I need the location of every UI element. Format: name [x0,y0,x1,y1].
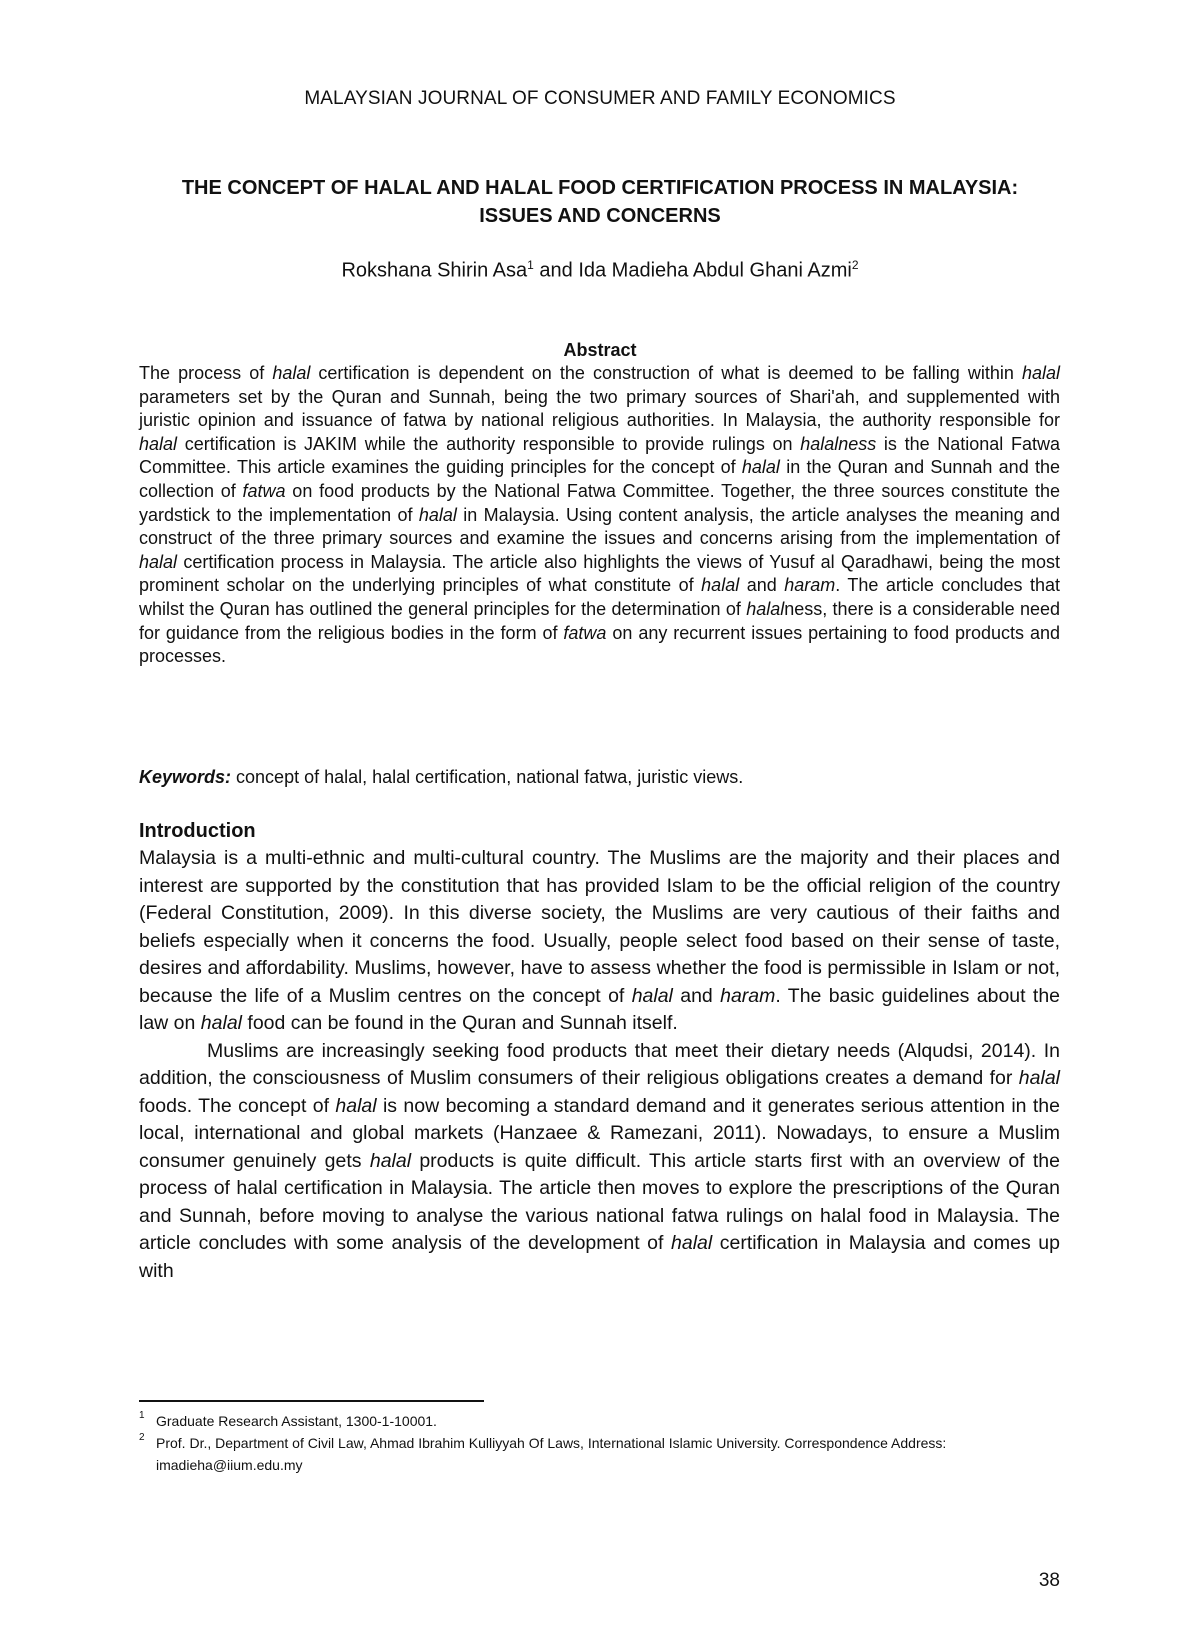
text-run: certification process in Malaysia. The article also highlights the views of Yusuf al Qaradhawi, being the most prominent scholar on the underlying principles of what constitute of [139,551,1060,596]
footnote-text: Prof. Dr., Department of Civil Law, Ahmad Ibrahim Kulliyyah Of Laws, International Islamic University. Correspondence Address: imadieha@iium.edu.my [156,1435,947,1473]
footnote-mark: 1 [139,1410,145,1421]
journal-header: MALAYSIAN JOURNAL OF CONSUMER AND FAMILY ECONOMICS [304,88,896,109]
italic-term: halal [741,457,780,478]
footnote [139,1410,1060,1432]
author-affiliation-mark: 2 [851,258,859,272]
author-affiliation-mark: 1 [527,258,534,272]
author-name: Ida Madieha Abdul Ghani Azmi [578,259,852,282]
footnote [139,1432,1060,1476]
italic-term: halal [701,575,740,596]
author-line [0,258,1200,283]
author-joiner: and [533,259,579,282]
text-run: is now becoming a standard demand and it generates serious attention in the local, international and global markets (Hanzaee & Ramezani, 2011). Nowadays, to ensure a Muslim consumer genuinely gets [139,1094,1060,1172]
paragraph [139,845,1060,1038]
section-heading-introduction: Introduction [139,820,256,842]
paragraph [139,1038,1060,1286]
italic-term: haram [720,984,776,1007]
page-number: 38 [1038,1570,1060,1591]
text-run: certification is dependent on the construction of what is deemed to be falling within [310,363,1022,383]
text-run: on food products by the National Fatwa Committee. Together, the three sources constitute the yardstick to the implementation of [139,480,1060,525]
keywords-text: concept of halal, halal certification, national fatwa, juristic views. [231,767,744,787]
italic-term: halal [418,504,457,525]
text-run: parameters set by the Quran and Sunnah, being the two primary sources of Shari'ah, and supplemented with juristic opinion and issuance of fatwa by national religious authorities. In Malaysia, the authority responsible for [139,386,1060,431]
italic-term: halal [1018,1067,1060,1089]
italic-term: halal [139,433,178,454]
text-run: ness, there is a considerable need for guidance from the religious bodies in the form of [139,598,1060,643]
keywords-line [139,767,1060,788]
italic-term: halal [369,1149,412,1172]
introduction-body [139,845,1060,1285]
footnotes [139,1410,1060,1476]
article-title: THE CONCEPT OF HALAL AND HALAL FOOD CERTIFICATION PROCESS IN MALAYSIA: ISSUES AND CONCERNS [181,177,1019,227]
italic-term: halal [631,984,673,1007]
text-run: on any recurrent issues pertaining to food products and processes. [139,622,1060,667]
italic-term: halalness [800,433,877,454]
footnote-text: Graduate Research Assistant, 1300-1-10001. [156,1413,437,1429]
text-run: certification in Malaysia and comes up with [139,1232,1060,1282]
italic-term: haram [784,575,836,596]
italic-term: halal [671,1232,713,1254]
abstract-heading: Abstract [563,340,637,360]
italic-term: halal [1021,363,1060,383]
author-name: Rokshana Shirin Asa [341,259,528,282]
text-run: and [739,575,785,596]
text-run: The process of [139,363,273,383]
italic-term: halal [335,1094,377,1117]
text-run: and [672,984,721,1007]
text-run: foods. The concept of [139,1094,336,1117]
text-run: . The basic guidelines about the law on [139,984,1061,1034]
text-run: Muslims are increasingly seeking food products that meet their dietary needs (Alqudsi, 2014). In addition, the consciousness of Muslim consumers of their religious obligations creates a demand for [139,1039,1060,1089]
italic-term: halal [200,1012,242,1034]
text-run: in the Quran and Sunnah and the collection of [139,457,1060,501]
italic-term: fatwa [242,480,286,501]
italic-term: halal [746,598,785,619]
italic-term: halal [272,363,311,383]
text-run: . The article concludes that whilst the Quran has outlined the general principles for the determination of [139,575,1060,619]
text-run: certification is JAKIM while the authority responsible to provide rulings on [177,433,801,454]
text-run: is the National Fatwa Committee. This article examines the guiding principles for the concept of [139,433,1060,478]
footnote-divider [139,1400,484,1402]
footnote-mark: 2 [139,1432,145,1443]
italic-term: fatwa [563,622,607,643]
abstract-body [139,362,1060,669]
text-run: food can be found in the Quran and Sunnah itself. [242,1012,678,1034]
keywords-label: Keywords: [139,767,232,787]
text-run: Malaysia is a multi-ethnic and multi-cultural country. The Muslims are the majority and their places and interest are supported by the constitution that has provided Islam to be the official religion of the country (Federal Constitution, 2009). In this diverse society, the Muslims are very cautious of their faiths and beliefs especially when it concerns the food. Usually, people select food based on their sense of taste, desires and affordability. Muslims, however, have to assess whether the food is permissible in Islam or not, because the life of a Muslim centres on the concept of [139,847,1060,1007]
text-run: in Malaysia. Using content analysis, the article analyses the meaning and construct of the three primary sources and examine the issues and concerns arising from the implementation of [139,504,1060,549]
italic-term: halal [139,551,178,572]
text-run: products is quite difficult. This article starts first with an overview of the process of halal certification in Malaysia. The article then moves to explore the prescriptions of the Quran and Sunnah, before moving to analyse the various national fatwa rulings on halal food in Malaysia. The article concludes with some analysis of the development of [139,1149,1060,1254]
